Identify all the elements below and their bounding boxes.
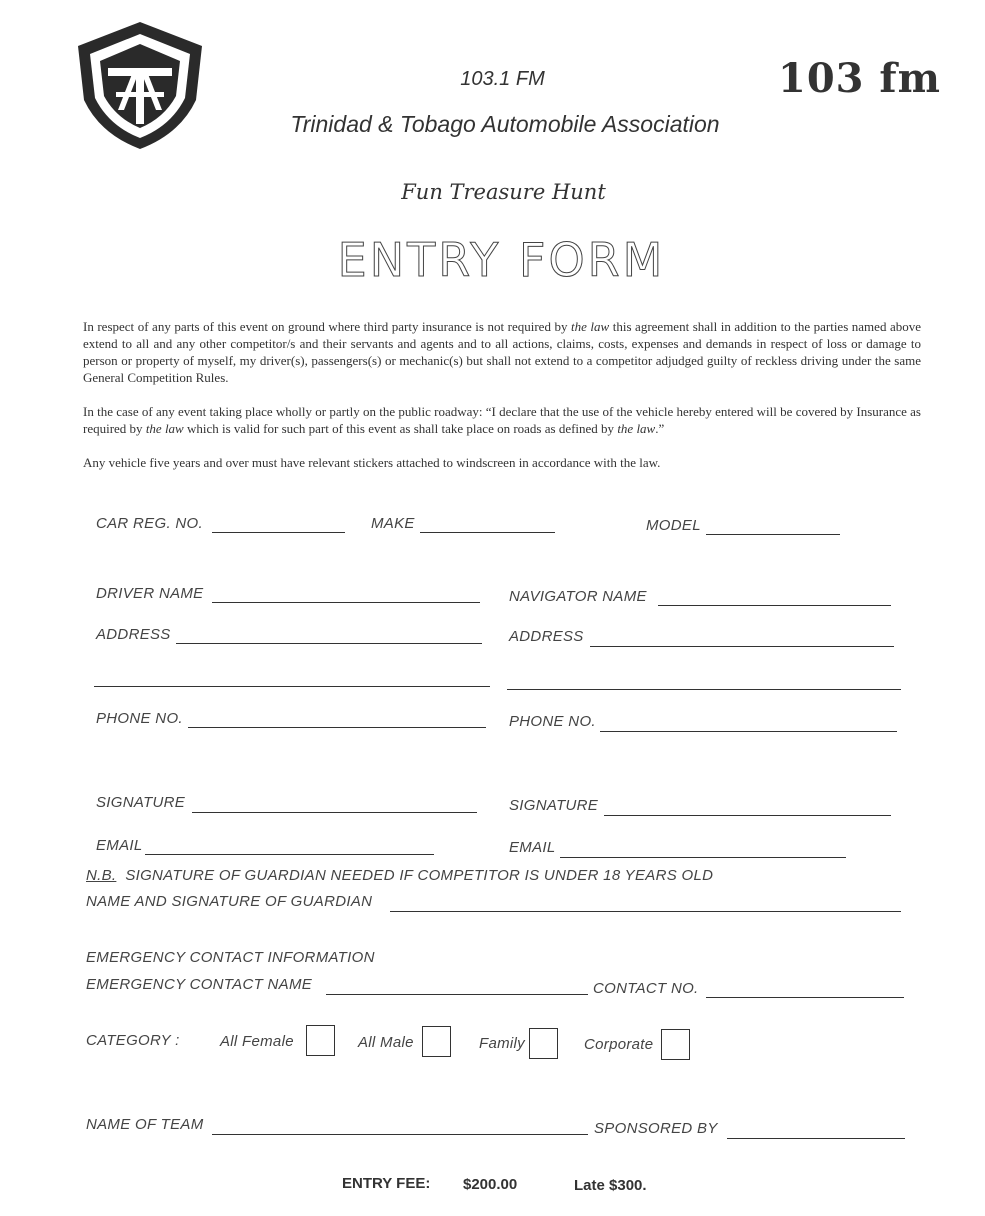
driver-email-field[interactable]	[145, 854, 434, 855]
emergency-heading: EMERGENCY CONTACT INFORMATION	[86, 949, 375, 966]
driver-signature-field[interactable]	[192, 812, 477, 813]
navigator-signature-field[interactable]	[604, 815, 891, 816]
navigator-phone-field[interactable]	[600, 731, 897, 732]
fm-logo: 103 fm	[778, 55, 941, 102]
navigator-name-field[interactable]	[658, 605, 891, 606]
late-fee: Late $300.	[574, 1177, 647, 1194]
make-label: MAKE	[371, 515, 415, 532]
family-label: Family	[479, 1035, 525, 1052]
driver-name-label: DRIVER NAME	[96, 585, 204, 602]
all-male-label: All Male	[358, 1034, 414, 1051]
all-female-label: All Female	[220, 1033, 294, 1050]
car-reg-label: CAR REG. NO.	[96, 515, 203, 532]
navigator-address-line2[interactable]	[507, 689, 901, 690]
navigator-email-field[interactable]	[560, 857, 846, 858]
emergency-name-label: EMERGENCY CONTACT NAME	[86, 976, 313, 993]
corporate-checkbox[interactable]	[661, 1029, 690, 1060]
guardian-note: N.B. SIGNATURE OF GUARDIAN NEEDED IF COMPETITOR IS UNDER 18 YEARS OLD	[86, 867, 714, 884]
organization-name: Trinidad & Tobago Automobile Association	[290, 111, 720, 137]
family-checkbox[interactable]	[529, 1028, 558, 1059]
model-label: MODEL	[646, 517, 701, 534]
driver-address-field[interactable]	[176, 643, 482, 644]
roadway-paragraph: In the case of any event taking place wholly or partly on the public roadway: “I declare that the use of the vehicle hereby entered will be covered by Insurance as required by the law which is valid for such part of this event as shall take place on roads as defined by the law.”	[83, 404, 921, 436]
sticker-paragraph: Any vehicle five years and over must have relevant stickers attached to windscreen in accordance with the law.	[83, 455, 661, 470]
category-label: CATEGORY :	[86, 1032, 180, 1049]
entry-fee-amount: $200.00	[463, 1176, 518, 1193]
event-name: Fun Treasure Hunt	[401, 180, 606, 204]
guardian-field[interactable]	[390, 911, 901, 912]
navigator-address-field[interactable]	[590, 646, 894, 647]
team-name-field[interactable]	[212, 1134, 588, 1135]
sponsored-by-field[interactable]	[727, 1138, 905, 1139]
driver-address-line2[interactable]	[94, 686, 490, 687]
make-field[interactable]	[420, 532, 555, 533]
corporate-label: Corporate	[584, 1036, 654, 1053]
contact-no-field[interactable]	[706, 997, 904, 998]
all-male-checkbox[interactable]	[422, 1026, 451, 1057]
driver-name-field[interactable]	[212, 602, 480, 603]
entry-fee-label: ENTRY FEE:	[342, 1175, 431, 1192]
emergency-name-field[interactable]	[326, 994, 588, 995]
driver-signature-label: SIGNATURE	[96, 794, 186, 811]
team-name-label: NAME OF TEAM	[86, 1116, 204, 1133]
driver-phone-field[interactable]	[188, 727, 486, 728]
model-field[interactable]	[706, 534, 840, 535]
navigator-signature-label: SIGNATURE	[509, 797, 599, 814]
contact-no-label: CONTACT NO.	[593, 980, 699, 997]
navigator-name-label: NAVIGATOR NAME	[509, 588, 647, 605]
car-reg-field[interactable]	[212, 532, 345, 533]
all-female-checkbox[interactable]	[306, 1025, 335, 1056]
sponsored-by-label: SPONSORED BY	[594, 1120, 718, 1137]
driver-phone-label: PHONE NO.	[96, 710, 183, 727]
form-title: ENTRY FORM	[337, 233, 666, 287]
driver-address-label: ADDRESS	[96, 626, 171, 643]
guardian-label: NAME AND SIGNATURE OF GUARDIAN	[86, 893, 373, 910]
navigator-email-label: EMAIL	[509, 839, 556, 856]
station-name: 103.1 FM	[460, 68, 545, 90]
navigator-phone-label: PHONE NO.	[509, 713, 596, 730]
navigator-address-label: ADDRESS	[509, 628, 584, 645]
driver-email-label: EMAIL	[96, 837, 143, 854]
insurance-paragraph: In respect of any parts of this event on ground where third party insurance is not required by the law this agreement shall in addition to the parties named above extend to all and any other competitor/s and their servants and agents and to all actions, claims, costs, expenses and demands in respect of loss or damage to person or property of myself, my driver(s), passengers(s) or mechanic(s) but shall not extend to a competitor adjudged guilty of reckless driving under the same General Competition Rules.	[83, 319, 922, 385]
